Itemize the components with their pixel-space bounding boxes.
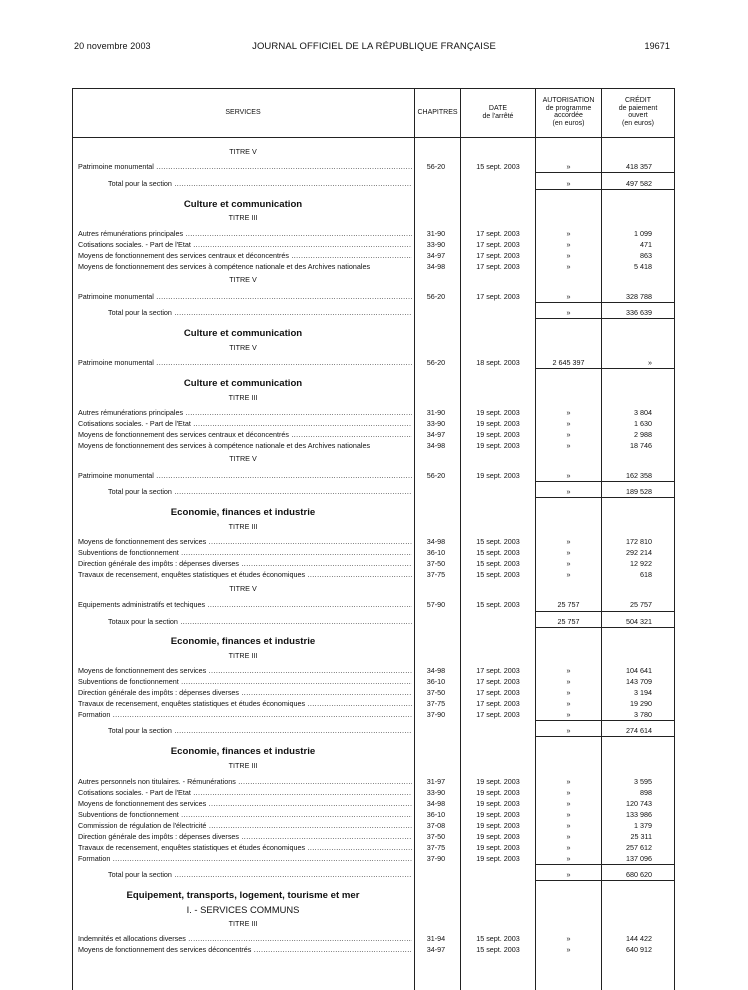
date-cell: 17 sept. 2003 <box>476 666 520 675</box>
credit-cell: 144 422 <box>626 934 652 943</box>
chapitre-cell: 56-20 <box>426 471 446 480</box>
credit-cell: 189 528 <box>626 487 652 496</box>
total-rule <box>536 189 674 190</box>
chapitre-cell: 36-10 <box>426 548 446 557</box>
autorisation-cell: » <box>566 788 571 797</box>
credit-cell: 898 <box>640 788 652 797</box>
titre-heading: TITRE III <box>228 213 258 222</box>
chapitre-cell: 36-10 <box>426 810 446 819</box>
chapitre-cell: 31-90 <box>426 408 446 417</box>
autorisation-cell: » <box>566 934 571 943</box>
date-cell: 19 sept. 2003 <box>476 832 520 841</box>
chapitre-cell: 56-20 <box>426 292 446 301</box>
table-row <box>72 843 675 854</box>
service-label: Patrimoine monumental ..... <box>78 471 412 481</box>
credit-cell: 25 757 <box>630 600 652 609</box>
service-label: Subventions de fonctionnement ..... <box>78 810 412 820</box>
table-row <box>72 251 675 262</box>
autorisation-cell: » <box>566 179 571 188</box>
date-cell: 15 sept. 2003 <box>476 548 520 557</box>
titre-heading: TITRE III <box>228 919 258 928</box>
chapitre-cell: 34-98 <box>426 666 446 675</box>
date-cell: 19 sept. 2003 <box>476 471 520 480</box>
autorisation-cell: » <box>566 666 571 675</box>
chapitre-cell: 34-97 <box>426 251 446 260</box>
table-row <box>72 799 675 810</box>
chapitre-cell: 33-90 <box>426 240 446 249</box>
credit-cell: 133 986 <box>626 810 652 819</box>
autorisation-cell: 25 757 <box>557 600 580 609</box>
table-row <box>72 441 675 452</box>
table-row <box>72 934 675 945</box>
autorisation-cell: » <box>566 677 571 686</box>
date-cell: 19 sept. 2003 <box>476 788 520 797</box>
autorisation-cell: » <box>566 870 571 879</box>
service-label: Moyens de fonctionnement des services à compétence nationale et des Archives nationales <box>78 262 371 271</box>
autorisation-cell: » <box>566 710 571 719</box>
total-label: Total pour la section ..... <box>108 487 412 497</box>
credit-cell: 1 379 <box>634 821 652 830</box>
service-label: Direction générale des impôts : dépenses diverses ..... <box>78 688 412 698</box>
service-label: Moyens de fonctionnement des services déconcentrés ..... <box>78 945 412 955</box>
journal-title: JOURNAL OFFICIEL DE LA RÉPUBLIQUE FRANÇAISE <box>252 41 496 52</box>
autorisation-cell: » <box>566 292 571 301</box>
service-label: Cotisations sociales. - Part de l'Etat ..... <box>78 240 412 250</box>
autorisation-cell: » <box>566 843 571 852</box>
date-cell: 15 sept. 2003 <box>476 559 520 568</box>
total-rule <box>536 302 674 303</box>
service-label: Moyens de fonctionnement des services centraux et déconcentrés ..... <box>78 430 412 440</box>
chapitre-cell: 34-97 <box>426 430 446 439</box>
date-cell: 15 sept. 2003 <box>476 537 520 546</box>
chapitre-cell: 34-98 <box>426 441 446 450</box>
titre-heading: TITRE III <box>228 393 258 402</box>
column-header-autorisation: AUTORISATION de programme accordée (en euros) <box>542 97 595 127</box>
column-header-credit: CRÉDIT de paiement ouvert (en euros) <box>618 97 658 127</box>
autorisation-cell: » <box>566 726 571 735</box>
credit-cell: 3 804 <box>634 408 652 417</box>
date-cell: 18 sept. 2003 <box>476 358 520 367</box>
autorisation-cell: 2 645 397 <box>552 358 585 367</box>
autorisation-cell: 25 757 <box>557 617 580 626</box>
section-heading: Economie, finances et industrie <box>170 636 316 647</box>
chapitre-cell: 56-20 <box>426 162 446 171</box>
service-label: Subventions de fonctionnement ..... <box>78 548 412 558</box>
credit-cell: 162 358 <box>626 471 652 480</box>
chapitre-cell: 37-08 <box>426 821 446 830</box>
table-row <box>72 570 675 581</box>
chapitre-cell: 34-98 <box>426 537 446 546</box>
credit-cell: 257 612 <box>626 843 652 852</box>
credit-cell: 1 630 <box>634 419 652 428</box>
service-label: Autres personnels non titulaires. - Rémunérations ..... <box>78 777 412 787</box>
titre-heading: TITRE V <box>229 454 257 463</box>
autorisation-cell: » <box>566 699 571 708</box>
total-rule <box>536 611 674 612</box>
autorisation-cell: » <box>566 251 571 260</box>
titre-heading: TITRE III <box>228 522 258 531</box>
total-label: Total pour la section ..... <box>108 726 412 736</box>
autorisation-cell: » <box>566 471 571 480</box>
total-rule <box>536 481 674 482</box>
column-header-services: SERVICES <box>225 108 261 116</box>
autorisation-cell: » <box>566 441 571 450</box>
autorisation-cell: » <box>566 419 571 428</box>
titre-heading: TITRE III <box>228 761 258 770</box>
service-label: Formation ..... <box>78 710 412 720</box>
date-cell: 19 sept. 2003 <box>476 810 520 819</box>
date-cell: 17 sept. 2003 <box>476 229 520 238</box>
credit-cell: 2 988 <box>634 430 652 439</box>
credit-cell: 504 321 <box>626 617 652 626</box>
table-row <box>72 810 675 821</box>
chapitre-cell: 34-98 <box>426 262 446 271</box>
date-cell: 15 sept. 2003 <box>476 945 520 954</box>
table-row <box>72 240 675 251</box>
service-label: Formation ..... <box>78 854 412 864</box>
credit-cell: 418 357 <box>626 162 652 171</box>
date-cell: 17 sept. 2003 <box>476 292 520 301</box>
autorisation-cell: » <box>566 240 571 249</box>
table-row <box>72 777 675 788</box>
service-label: Patrimoine monumental ..... <box>78 358 412 368</box>
credit-cell: 274 614 <box>626 726 652 735</box>
titre-heading: TITRE V <box>229 275 257 284</box>
credit-cell: 12 922 <box>630 559 652 568</box>
credit-cell: 3 780 <box>634 710 652 719</box>
credit-cell: 3 194 <box>634 688 652 697</box>
titre-heading: TITRE V <box>229 147 257 156</box>
autorisation-cell: » <box>566 537 571 546</box>
section-heading: Economie, finances et industrie <box>170 746 316 757</box>
section-heading: Equipement, transports, logement, tourisme et mer <box>126 890 360 901</box>
service-label: Moyens de fonctionnement des services à compétence nationale et des Archives nationales <box>78 441 371 450</box>
column-header-chapitres: CHAPITRES <box>417 108 458 116</box>
service-label: Equipements administratifs et techiques ..... <box>78 600 412 610</box>
service-label: Moyens de fonctionnement des services ..... <box>78 799 412 809</box>
service-label: Subventions de fonctionnement ..... <box>78 677 412 687</box>
credit-cell: 137 096 <box>626 854 652 863</box>
total-label: Totaux pour la section ..... <box>108 617 412 627</box>
autorisation-cell: » <box>566 854 571 863</box>
total-rule <box>536 627 674 628</box>
chapitre-cell: 36-10 <box>426 677 446 686</box>
date-cell: 19 sept. 2003 <box>476 799 520 808</box>
table-row <box>72 408 675 419</box>
chapitre-cell: 37-75 <box>426 570 446 579</box>
credit-cell: 120 743 <box>626 799 652 808</box>
total-label: Total pour la section ..... <box>108 308 412 318</box>
service-label: Travaux de recensement, enquêtes statistiques et études économiques ..... <box>78 699 412 709</box>
service-label: Cotisations sociales. - Part de l'Etat ..... <box>78 419 412 429</box>
date-cell: 17 sept. 2003 <box>476 262 520 271</box>
credit-cell: 292 214 <box>626 548 652 557</box>
credit-cell: 3 595 <box>634 777 652 786</box>
date-cell: 19 sept. 2003 <box>476 441 520 450</box>
autorisation-cell: » <box>566 688 571 697</box>
autorisation-cell: » <box>566 487 571 496</box>
autorisation-cell: » <box>566 559 571 568</box>
credit-cell: 25 311 <box>630 832 652 841</box>
table-row <box>72 677 675 688</box>
autorisation-cell: » <box>566 262 571 271</box>
credits-table <box>72 88 675 990</box>
chapitre-cell: 57-90 <box>426 600 446 609</box>
column-header-date: DATE de l'arrêté <box>482 104 514 120</box>
service-label: Travaux de recensement, enquêtes statistiques et études économiques ..... <box>78 843 412 853</box>
autorisation-cell: » <box>566 229 571 238</box>
chapitre-cell: 31-94 <box>426 934 446 943</box>
total-label: Total pour la section ..... <box>108 179 412 189</box>
date-cell: 19 sept. 2003 <box>476 777 520 786</box>
credit-cell: 471 <box>640 240 652 249</box>
autorisation-cell: » <box>566 821 571 830</box>
credit-cell: 104 641 <box>626 666 652 675</box>
chapitre-cell: 37-50 <box>426 559 446 568</box>
table-row <box>72 229 675 240</box>
autorisation-cell: » <box>566 308 571 317</box>
chapitre-cell: 56-20 <box>426 358 446 367</box>
titre-heading: TITRE V <box>229 584 257 593</box>
autorisation-cell: » <box>566 945 571 954</box>
date-cell: 19 sept. 2003 <box>476 843 520 852</box>
chapitre-cell: 34-97 <box>426 945 446 954</box>
chapitre-cell: 37-50 <box>426 832 446 841</box>
service-label: Indemnités et allocations diverses ..... <box>78 934 412 944</box>
total-rule <box>536 497 674 498</box>
section-heading: Economie, finances et industrie <box>170 507 316 518</box>
page-number: 19671 <box>644 41 670 51</box>
credit-cell: 1 099 <box>634 229 652 238</box>
titre-heading: TITRE III <box>228 651 258 660</box>
service-label: Autres rémunérations principales ..... <box>78 229 412 239</box>
date-cell: 17 sept. 2003 <box>476 240 520 249</box>
table-row <box>72 699 675 710</box>
chapitre-cell: 37-75 <box>426 843 446 852</box>
date-cell: 15 sept. 2003 <box>476 934 520 943</box>
service-label: Travaux de recensement, enquêtes statistiques et études économiques ..... <box>78 570 412 580</box>
date-cell: 15 sept. 2003 <box>476 570 520 579</box>
credit-cell: 680 620 <box>626 870 652 879</box>
service-label: Autres rémunérations principales ..... <box>78 408 412 418</box>
total-label: Total pour la section ..... <box>108 870 412 880</box>
service-label: Moyens de fonctionnement des services ..... <box>78 537 412 547</box>
date-cell: 17 sept. 2003 <box>476 688 520 697</box>
chapitre-cell: 37-75 <box>426 699 446 708</box>
service-label: Moyens de fonctionnement des services ..... <box>78 666 412 676</box>
chapitre-cell: 37-90 <box>426 710 446 719</box>
table-row <box>72 945 675 956</box>
credit-cell: 19 290 <box>630 699 652 708</box>
credit-cell: » <box>648 358 652 367</box>
total-rule <box>536 720 674 721</box>
total-rule <box>536 864 674 865</box>
total-rule <box>536 318 674 319</box>
autorisation-cell: » <box>566 408 571 417</box>
section-heading: Culture et communication <box>183 328 303 339</box>
chapitre-cell: 31-97 <box>426 777 446 786</box>
table-row <box>72 262 675 273</box>
date-cell: 17 sept. 2003 <box>476 251 520 260</box>
table-row <box>72 688 675 699</box>
autorisation-cell: » <box>566 548 571 557</box>
credit-cell: 640 912 <box>626 945 652 954</box>
credit-cell: 336 639 <box>626 308 652 317</box>
autorisation-cell: » <box>566 832 571 841</box>
table-row <box>72 419 675 430</box>
section-subheading: I. - SERVICES COMMUNS <box>186 904 300 915</box>
table-row <box>72 548 675 559</box>
credit-cell: 497 582 <box>626 179 652 188</box>
credit-cell: 5 418 <box>634 262 652 271</box>
service-label: Cotisations sociales. - Part de l'Etat ..... <box>78 788 412 798</box>
table-row <box>72 821 675 832</box>
autorisation-cell: » <box>566 430 571 439</box>
chapitre-cell: 37-90 <box>426 854 446 863</box>
table-row <box>72 600 675 611</box>
autorisation-cell: » <box>566 799 571 808</box>
section-heading: Culture et communication <box>183 378 303 389</box>
chapitre-cell: 31-90 <box>426 229 446 238</box>
credit-cell: 328 788 <box>626 292 652 301</box>
credit-cell: 618 <box>640 570 652 579</box>
total-rule <box>536 368 674 369</box>
autorisation-cell: » <box>566 810 571 819</box>
date-cell: 19 sept. 2003 <box>476 430 520 439</box>
date-cell: 19 sept. 2003 <box>476 821 520 830</box>
header-bottom-rule <box>72 137 675 138</box>
issue-date: 20 novembre 2003 <box>74 41 151 51</box>
service-label: Commission de régulation de l'électricité ..... <box>78 821 412 831</box>
total-rule <box>536 880 674 881</box>
service-label: Patrimoine monumental ..... <box>78 292 412 302</box>
chapitre-cell: 33-90 <box>426 788 446 797</box>
credit-cell: 18 746 <box>630 441 652 450</box>
total-rule <box>536 172 674 173</box>
table-row <box>72 559 675 570</box>
table-row <box>72 832 675 843</box>
table-row <box>72 430 675 441</box>
titre-heading: TITRE V <box>229 343 257 352</box>
total-rule <box>536 736 674 737</box>
date-cell: 15 sept. 2003 <box>476 600 520 609</box>
table-row <box>72 788 675 799</box>
table-row <box>72 666 675 677</box>
credit-cell: 172 810 <box>626 537 652 546</box>
autorisation-cell: » <box>566 777 571 786</box>
date-cell: 17 sept. 2003 <box>476 710 520 719</box>
date-cell: 19 sept. 2003 <box>476 408 520 417</box>
credit-cell: 863 <box>640 251 652 260</box>
credit-cell: 143 709 <box>626 677 652 686</box>
table-row <box>72 537 675 548</box>
autorisation-cell: » <box>566 162 571 171</box>
service-label: Patrimoine monumental ..... <box>78 162 412 172</box>
section-heading: Culture et communication <box>183 199 303 210</box>
date-cell: 17 sept. 2003 <box>476 677 520 686</box>
chapitre-cell: 37-50 <box>426 688 446 697</box>
chapitre-cell: 34-98 <box>426 799 446 808</box>
date-cell: 19 sept. 2003 <box>476 854 520 863</box>
service-label: Direction générale des impôts : dépenses diverses ..... <box>78 559 412 569</box>
autorisation-cell: » <box>566 570 571 579</box>
chapitre-cell: 33-90 <box>426 419 446 428</box>
service-label: Direction générale des impôts : dépenses diverses ..... <box>78 832 412 842</box>
service-label: Moyens de fonctionnement des services centraux et déconcentrés ..... <box>78 251 412 261</box>
date-cell: 19 sept. 2003 <box>476 419 520 428</box>
date-cell: 15 sept. 2003 <box>476 162 520 171</box>
date-cell: 17 sept. 2003 <box>476 699 520 708</box>
